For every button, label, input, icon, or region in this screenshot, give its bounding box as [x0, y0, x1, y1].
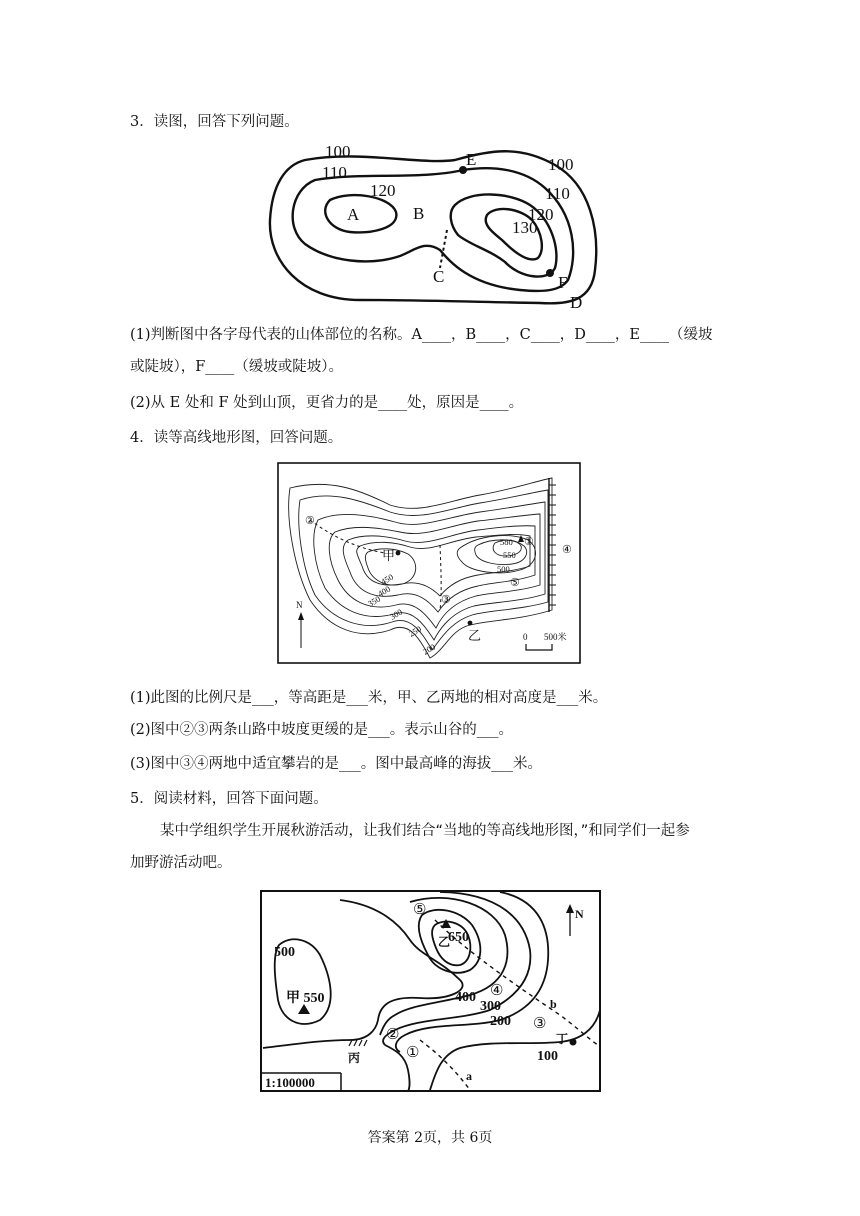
- q5-north-label: N: [575, 907, 584, 921]
- q5-marker-4: ④: [490, 983, 504, 999]
- q3-title: 3．读图，回答下列问题。: [130, 114, 299, 130]
- q3-question-1a: (1)判断图中各字母代表的山体部位的名称。A____，B____，C____，D____，E____（缓坡: [130, 327, 713, 343]
- q4-contour-map: [0, 460, 860, 670]
- q4-marker-2: ②: [305, 515, 315, 527]
- q4-marker-5: ⑤: [510, 577, 520, 589]
- q4-marker-3: ③: [441, 594, 451, 606]
- q4-contour-350: 350: [366, 593, 383, 609]
- q4-contour-550: 550: [503, 550, 516, 560]
- q4-contour-300: 300: [388, 606, 405, 622]
- q3-question-2: (2)从 E 处和 F 处到山顶，更省力的是____处，原因是____。: [130, 395, 524, 411]
- q5-contour-300: 300: [480, 999, 501, 1014]
- q5-peak-jia: 甲 550: [286, 991, 325, 1006]
- q3-question-1b: 或陡坡），F____（缓坡或陡坡）。: [130, 359, 344, 375]
- q5-marker-3: ③: [533, 1016, 547, 1032]
- q4-contour-400: 400: [376, 583, 393, 599]
- q4-question-1: (1)此图的比例尺是___，等高距是___米，甲、乙两地的相对高度是___米。: [130, 690, 608, 706]
- q4-contour-200: 200: [421, 641, 438, 657]
- q3-point-d: D: [570, 293, 583, 312]
- q3-point-e: E: [466, 150, 477, 169]
- q5-contour-map: [0, 888, 860, 1098]
- q3-contour-120-left: 120: [370, 181, 396, 200]
- page-footer: 答案第 2页，共 6页: [367, 1130, 493, 1146]
- q4-marker-4: ④: [562, 544, 572, 556]
- q5-contour-650: 650: [448, 930, 469, 945]
- q5-peak-yi: 乙: [438, 935, 451, 949]
- q3-contour-130: 130: [512, 218, 538, 237]
- q5-marker-5: ⑤: [413, 902, 427, 918]
- q4-scale-zero: 0: [523, 632, 528, 642]
- q4-contour-500: 500: [497, 564, 510, 574]
- q4-place-yi: 乙: [468, 628, 482, 643]
- q4-question-2: (2)图中②③两条山路中坡度更缓的是___。表示山谷的___。: [130, 722, 514, 738]
- q5-path-b: b: [550, 997, 557, 1011]
- q5-place-bing: 丙: [348, 1051, 361, 1065]
- q4-contour-580: 580: [500, 537, 513, 547]
- q5-path-a: a: [466, 1069, 472, 1083]
- q3-point-b: B: [413, 204, 425, 223]
- q5-marker-2: ②: [386, 1027, 400, 1043]
- q3-contour-100-left: 100: [325, 142, 351, 161]
- q4-question-3: (3)图中③④两地中适宜攀岩的是___。图中最高峰的海拔___米。: [130, 756, 543, 772]
- q3-contour-map: [0, 140, 860, 340]
- q5-title: 5．阅读材料，回答下面问题。: [130, 791, 328, 807]
- q3-point-f: F: [558, 273, 568, 292]
- q5-marker-1: ①: [406, 1045, 420, 1061]
- q5-contour-100: 100: [537, 1049, 558, 1064]
- q3-contour-100-right: 100: [548, 155, 574, 174]
- q5-material-line1: 某中学组织学生开展秋游活动，让我们结合“当地的等高线地形图，”和同学们一起参: [160, 823, 690, 839]
- q3-contour-110-left: 110: [322, 163, 347, 182]
- q5-place-ding: 丁: [556, 1032, 569, 1046]
- q3-point-a: A: [347, 205, 360, 224]
- q3-contour-120-right: 120: [528, 205, 554, 224]
- q5-contour-500: 500: [274, 945, 295, 960]
- q4-scale-label: 500米: [544, 632, 567, 642]
- q4-title: 4．读等高线地形图，回答问题。: [130, 430, 343, 446]
- q4-north-label: N: [296, 600, 303, 610]
- q3-point-c: C: [433, 267, 445, 286]
- q3-contour-110-right: 110: [545, 184, 570, 203]
- q4-marker-1: ①: [524, 536, 534, 548]
- q5-contour-200: 200: [490, 1014, 511, 1029]
- q4-contour-450: 450: [379, 571, 396, 587]
- q5-material-line2: 加野游活动吧。: [130, 855, 232, 871]
- q5-contour-400: 400: [455, 990, 476, 1005]
- q4-place-jia: 甲: [382, 548, 396, 563]
- q4-contour-250: 250: [407, 623, 424, 639]
- q5-scale: 1:100000: [265, 1075, 315, 1090]
